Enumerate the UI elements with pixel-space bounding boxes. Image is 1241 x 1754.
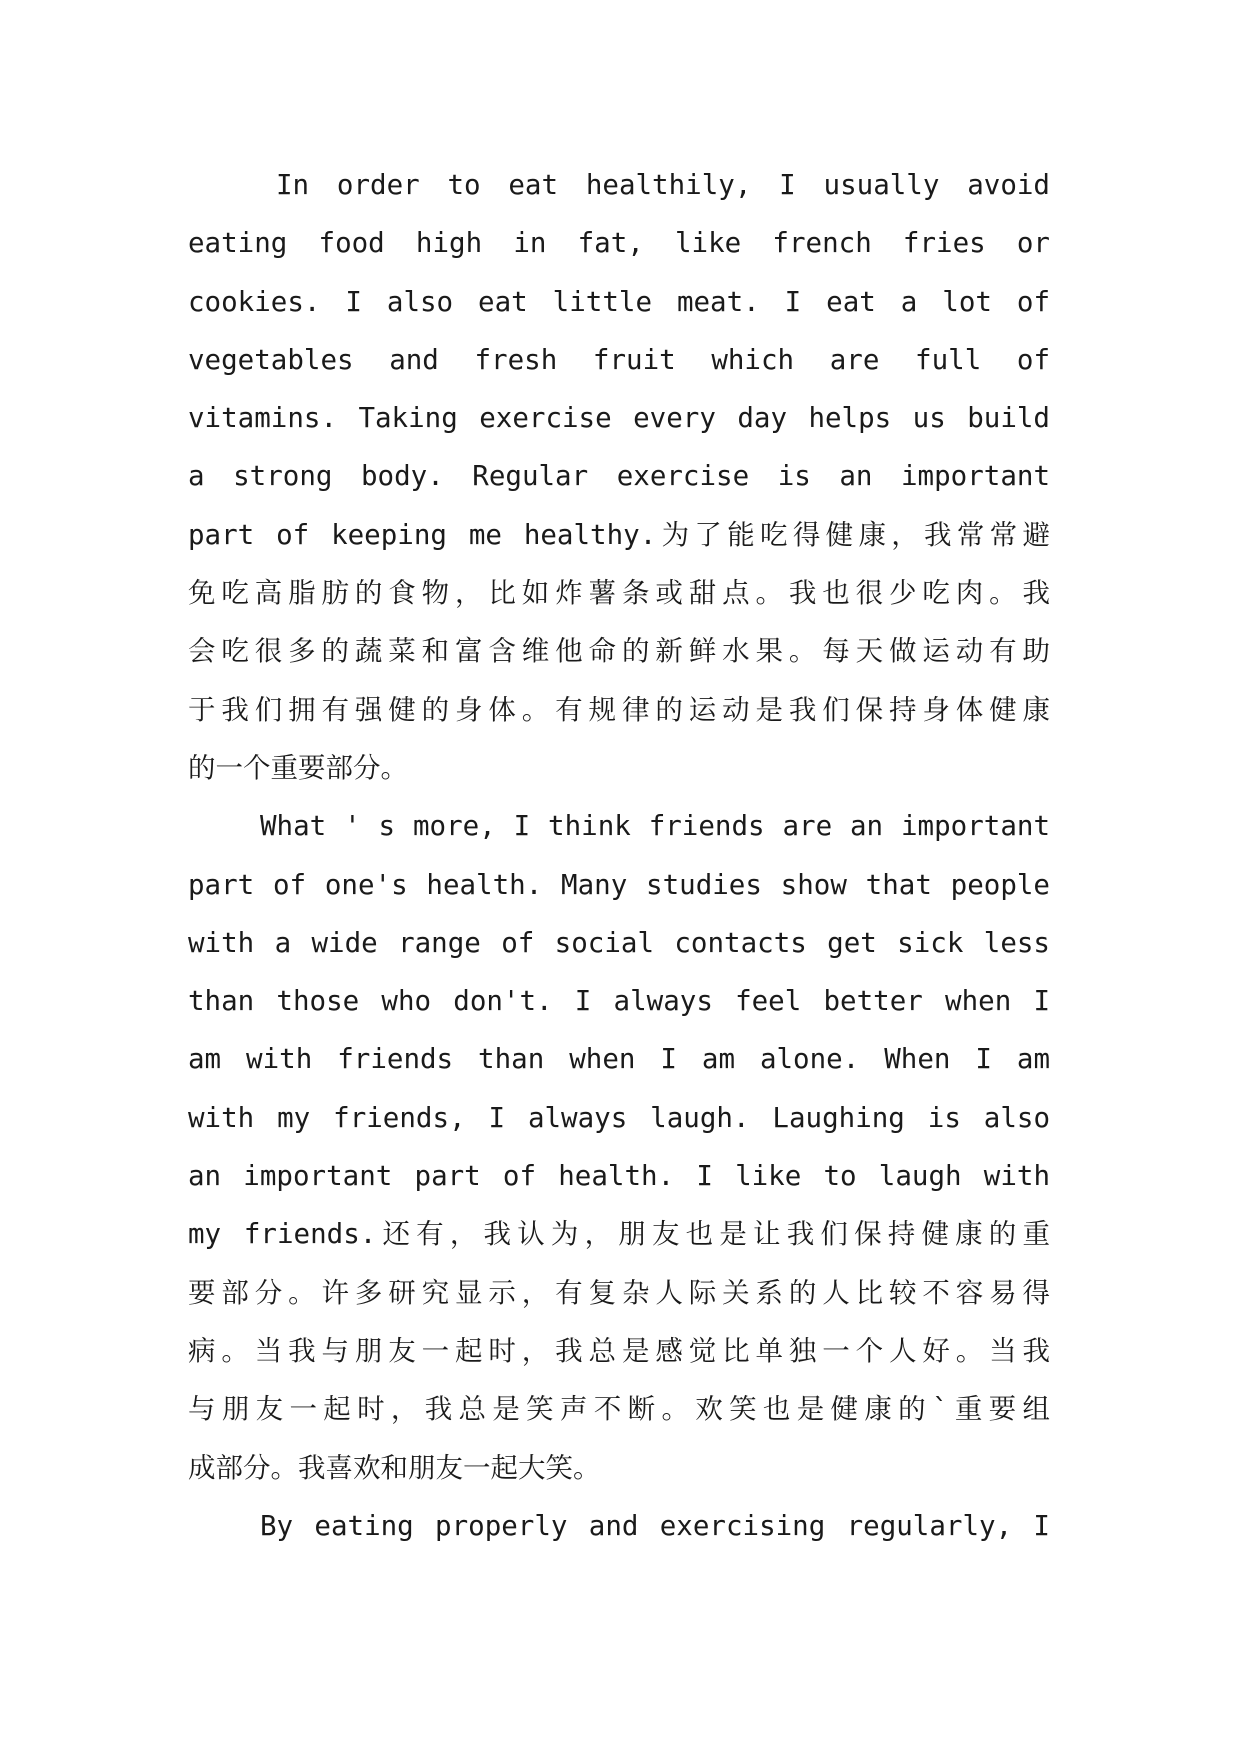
text-line: vitamins. Taking exercise every day helps us build bbox=[188, 402, 1050, 435]
paragraph-3 bbox=[188, 1497, 1050, 1555]
text-line: In order to eat healthily, I usually avoid bbox=[276, 169, 1050, 201]
text-line: part of one's health. Many studies show that people bbox=[188, 868, 1050, 901]
document-page bbox=[188, 156, 1050, 1555]
text-line: am with friends than when I am alone. When I am bbox=[188, 1043, 1050, 1076]
paragraph-2 bbox=[188, 797, 1050, 1497]
text-line: 成部分。我喜欢和朋友一起大笑。 bbox=[188, 1451, 601, 1484]
text-line: 与朋友一起时，我总是笑声不断。欢笑也是健康的`重要组 bbox=[188, 1393, 1050, 1426]
text-line: with my friends, I always laugh. Laughing is also bbox=[188, 1101, 1050, 1134]
text-line: with a wide range of social contacts get sick less bbox=[188, 926, 1050, 959]
text-line: What ' s more, I think friends are an important bbox=[260, 810, 1050, 843]
text-line: my friends.还有，我认为，朋友也是让我们保持健康的重 bbox=[188, 1218, 1050, 1251]
text-line: 的一个重要部分。 bbox=[188, 751, 408, 784]
text-line: vegetables and fresh fruit which are full of bbox=[188, 343, 1050, 376]
paragraph-1 bbox=[188, 156, 1050, 797]
text-line: 病。当我与朋友一起时，我总是感觉比单独一个人好。当我 bbox=[188, 1334, 1050, 1367]
text-line: 会吃很多的蔬菜和富含维他命的新鲜水果。每天做运动有助 bbox=[188, 635, 1050, 668]
text-line: a strong body. Regular exercise is an important bbox=[188, 460, 1050, 493]
text-line: cookies. I also eat little meat. I eat a lot of bbox=[188, 285, 1050, 318]
text-line: an important part of health. I like to laugh with bbox=[188, 1160, 1050, 1193]
text-line: eating food high in fat, like french fries or bbox=[188, 227, 1050, 260]
text-line: 要部分。许多研究显示，有复杂人际关系的人比较不容易得 bbox=[188, 1276, 1050, 1309]
text-line: 免吃高脂肪的食物，比如炸薯条或甜点。我也很少吃肉。我 bbox=[188, 577, 1050, 610]
text-line: By eating properly and exercising regularly, I bbox=[260, 1509, 1050, 1542]
text-line: 于我们拥有强健的身体。有规律的运动是我们保持身体健康 bbox=[188, 693, 1050, 726]
text-line: than those who don't. I always feel better when I bbox=[188, 985, 1050, 1018]
text-line: part of keeping me healthy.为了能吃得健康，我常常避 bbox=[188, 518, 1050, 551]
